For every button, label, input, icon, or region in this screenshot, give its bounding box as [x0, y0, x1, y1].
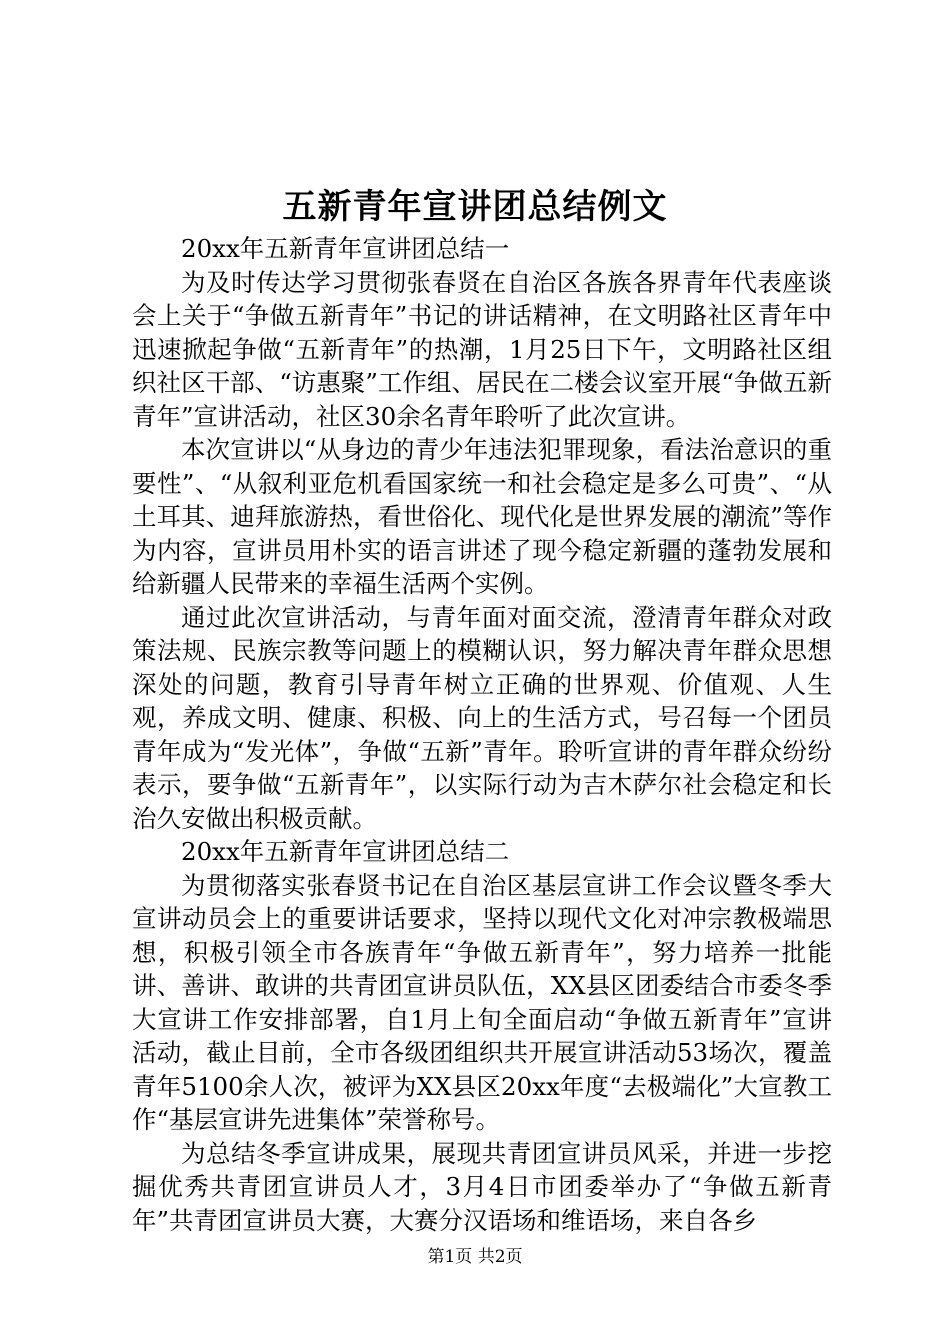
section-heading-2: 20xx年五新青年宣讲团总结二	[181, 837, 510, 866]
paragraph: 为贯彻落实张春贤书记在自治区基层宣讲工作会议暨冬季大宣讲动员会上的重要讲话要求，坚持以现代文化对冲宗教极端思想，积极引领全市各族青年“争做五新青年”，努力培养一批能讲、善讲、敢讲的共青团宣讲员队伍，XX县区团委结合市委冬季大宣讲工作安排部署，自1月上旬全面启动“争做五新青年”宣讲活动，截止目前，全市各级团组织共开展宣讲活动53场次，覆盖青年5100余人次，被评为XX县区20xx年度“去极端化”大宣教工作“基层宣讲先进集体”荣誉称号。	[132, 870, 832, 1134]
paragraph: 为总结冬季宣讲成果，展现共青团宣讲员风采，并进一步挖掘优秀共青团宣讲员人才，3月4日市团委举办了“争做五新青年”共青团宣讲员大赛，大赛分汉语场和维语场，来自各乡	[132, 1138, 832, 1235]
paragraph: 通过此次宣讲活动，与青年面对面交流，澄清青年群众对政策法规、民族宗教等问题上的模糊认识，努力解决青年群众思想深处的问题，教育引导青年树立正确的世界观、价值观、人生观，养成文明、健康、积极、向上的生活方式，号召每一个团员青年成为“发光体”，争做“五新”青年。聆听宣讲的青年群众纷纷表示，要争做“五新青年”，以实际行动为吉木萨尔社会稳定和长治久安做出积极贡献。	[132, 602, 832, 833]
page-footer: 第1页 共2页	[427, 1247, 523, 1267]
paragraph: 本次宣讲以“从身边的青少年违法犯罪现象，看法治意识的重要性”、“从叙利亚危机看国家统一和社会稳定是多么可贵”、“从土耳其、迪拜旅游热，看世俗化、现代化是世界发展的潮流”等作为内容，宣讲员用朴实的语言讲述了现今稳定新疆的蓬勃发展和给新疆人民带来的幸福生活两个实例。	[132, 435, 832, 598]
document-title: 五新青年宣讲团总结例文	[282, 187, 668, 227]
document-body	[132, 232, 832, 1237]
paragraph: 为及时传达学习贯彻张春贤在自治区各族各界青年代表座谈会上关于“争做五新青年”书记的讲话精神，在文明路社区青年中迅速掀起争做“五新青年”的热潮，1月25日下午，文明路社区组织社区干部、“访惠聚”工作组、居民在二楼会议室开展“争做五新青年”宣讲活动，社区30余名青年聆听了此次宣讲。	[132, 267, 832, 431]
section-heading-1: 20xx年五新青年宣讲团总结一	[181, 234, 510, 263]
